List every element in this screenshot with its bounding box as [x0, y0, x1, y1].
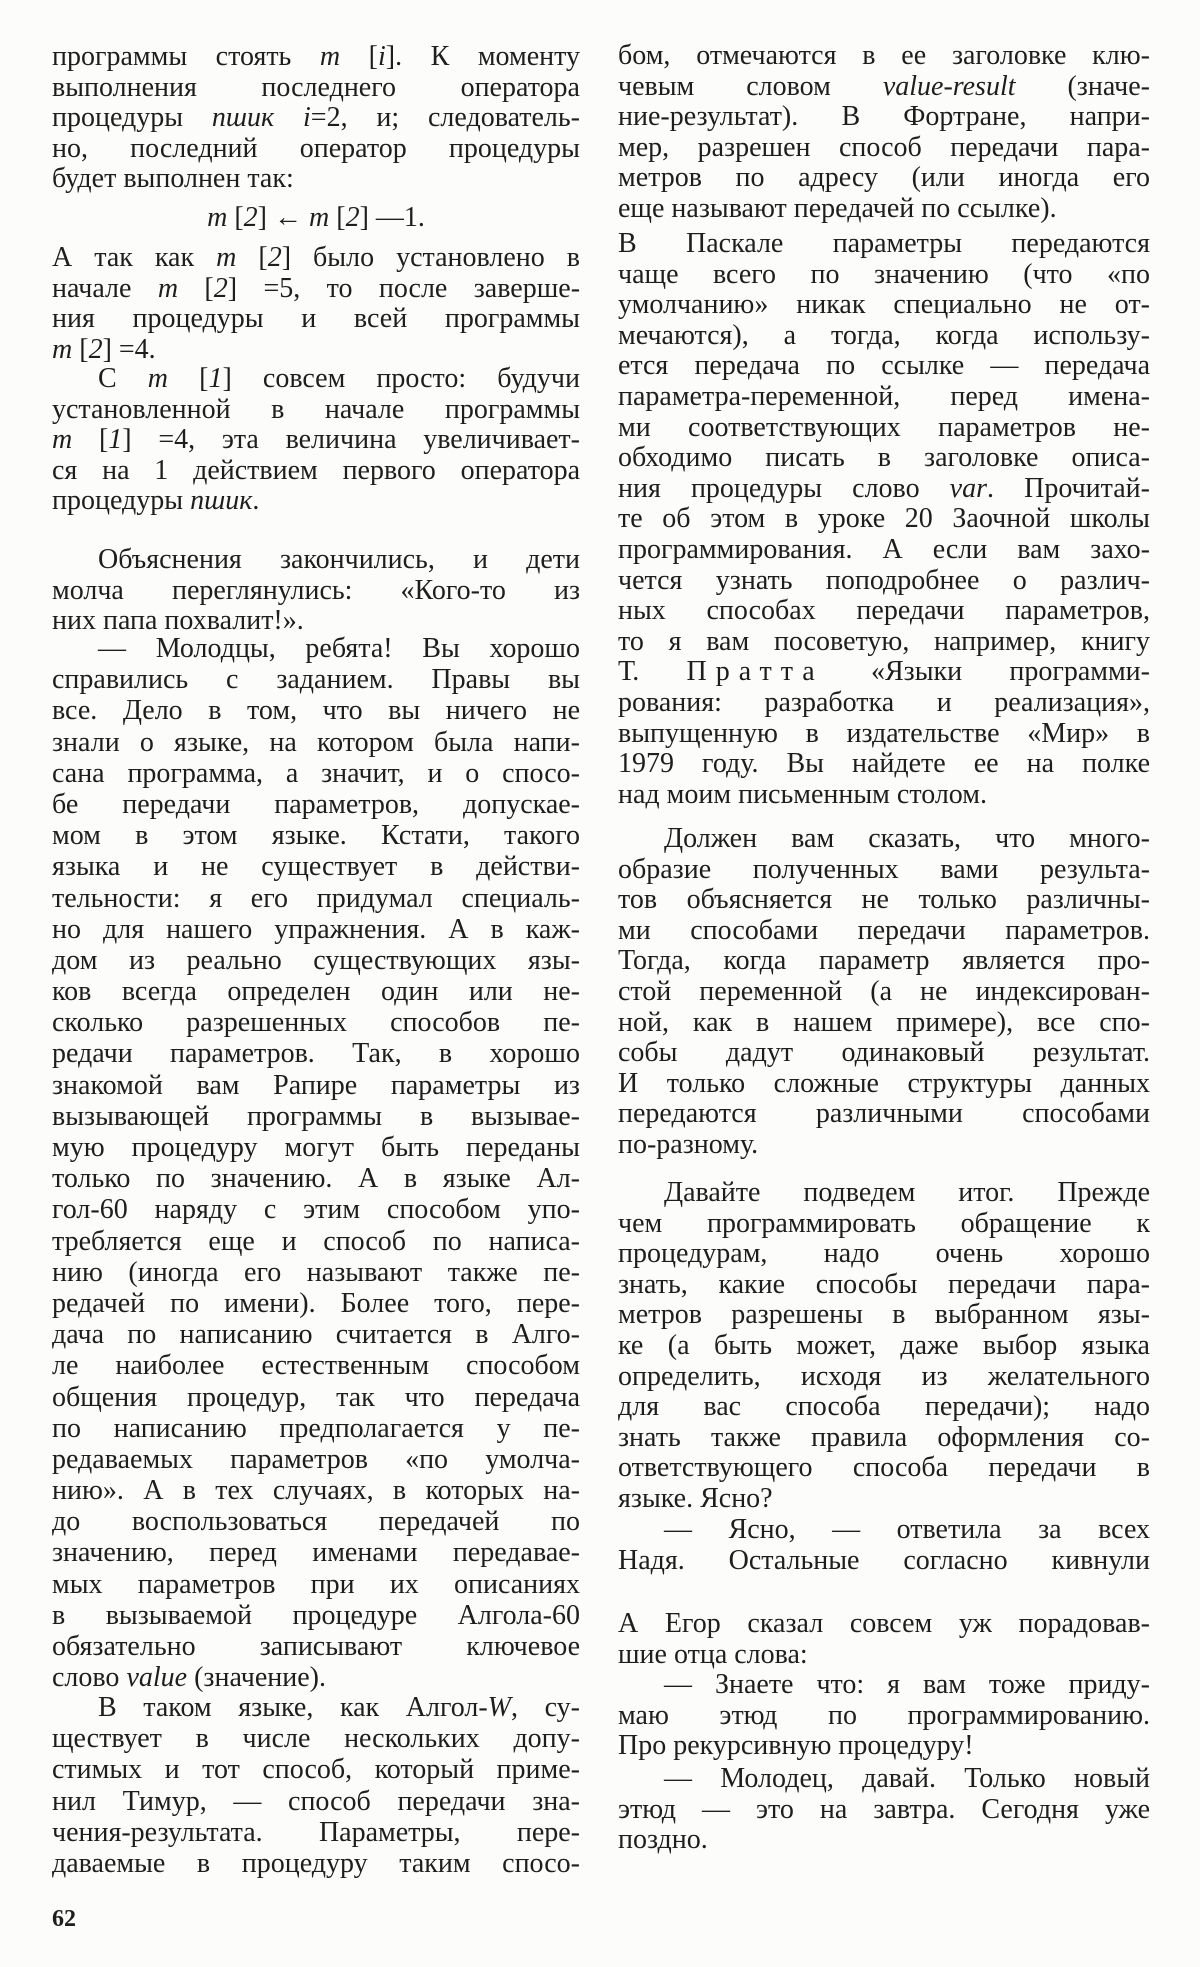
text-run: но, последний оператор процедуры [52, 132, 580, 164]
text-run: те об этом в уроке 20 Заочной школы [618, 503, 1150, 535]
text-line [52, 1163, 580, 1194]
text-line [618, 413, 1150, 444]
text-line [52, 820, 580, 851]
paragraph [52, 545, 580, 637]
text-run: [ [168, 363, 209, 394]
text-line [618, 382, 1150, 413]
text-run: Должен вам сказать, что много- [664, 823, 1150, 854]
italic-text: 2 [88, 333, 103, 365]
text-run: процедуры [52, 102, 212, 134]
text-run: А так как [52, 242, 217, 273]
text-run: редачи параметров. Так, в хорошо [52, 1038, 580, 1070]
text-run: гол-60 наряду с этим способом упо- [52, 1194, 580, 1226]
text-run: ] =5, то после заверше- [227, 272, 581, 304]
text-line [618, 1546, 1150, 1577]
text-run: языке. Ясно? [618, 1482, 773, 1514]
text-line [618, 1362, 1150, 1393]
text-run: ответствующего способа передачи в [618, 1452, 1150, 1484]
text-run: нию». А в тех случаях, в которых на- [52, 1475, 580, 1507]
text-line [52, 1754, 580, 1785]
text-line [52, 1101, 580, 1132]
text-line [618, 1609, 1150, 1640]
text-line [618, 163, 1150, 194]
text-line [52, 1662, 580, 1693]
text-run: сана программа, а значит, и о спосо- [52, 757, 580, 789]
text-line [52, 883, 580, 914]
text-run: знали о языке, на котором была напи- [52, 726, 580, 758]
text-line [618, 916, 1150, 947]
text-line [618, 566, 1150, 597]
text-run: — Ясно, — ответила за всех [664, 1514, 1150, 1545]
text-run: ми соответствующих параметров не- [618, 411, 1150, 443]
text-line [52, 1569, 580, 1600]
text-run: выполнения последнего оператора [52, 71, 580, 103]
text-run: мечаются), а тогда, когда использу- [618, 319, 1150, 351]
text-run: этюд — это на завтра. Сегодня уже [618, 1793, 1150, 1825]
paragraph [52, 243, 580, 365]
italic-text: 2 [213, 272, 228, 304]
italic-text: m [52, 424, 73, 456]
text-run: установленной в начале программы [52, 393, 580, 425]
text-line [52, 395, 580, 426]
text-run: вызывающей программы в вызывае- [52, 1100, 580, 1132]
text-run: но для нашего упражнения. А в каж- [52, 913, 580, 945]
text-line [52, 1723, 580, 1754]
text-run: ся на 1 действием первого оператора [52, 454, 580, 486]
text-run: ке (а быть может, даже выбор языка [618, 1329, 1150, 1361]
text-line [52, 103, 580, 134]
text-line [618, 1731, 1150, 1762]
text-line [52, 1038, 580, 1069]
text-run: — Знаете что: я вам тоже приду- [664, 1669, 1150, 1700]
text-run: (значение). [187, 1662, 326, 1694]
text-run: ] совсем просто: будучи [222, 363, 580, 394]
text-run: Тогда, когда параметр является про- [618, 945, 1150, 977]
text-line [52, 1288, 580, 1319]
text-line [52, 914, 580, 945]
text-run: только по значению. А в языке Ал- [52, 1163, 580, 1195]
text-run: по-разному. [618, 1128, 759, 1160]
text-run: стой переменной (а не индексирован- [618, 975, 1150, 1007]
text-run: процедурам, надо очень хорошо [618, 1238, 1150, 1270]
text-run: Про рекурсивную процедуру! [618, 1730, 974, 1762]
text-line [618, 719, 1150, 750]
text-run: над моим письменным столом. [618, 778, 987, 810]
text-run: поздно. [618, 1824, 708, 1856]
text-line [618, 1239, 1150, 1270]
text-line [618, 885, 1150, 916]
italic-text: пшик [190, 485, 253, 517]
text-line [618, 504, 1150, 535]
text-run: обязательно записывают ключевое [52, 1631, 580, 1662]
text-run: Давайте подведем итог. Прежде [664, 1177, 1150, 1208]
text-line [52, 1444, 580, 1475]
text-run: ле наиболее естественным способом [52, 1350, 580, 1382]
italic-text: value [126, 1662, 188, 1694]
text-line [52, 1257, 580, 1288]
text-line [618, 102, 1150, 133]
text-line [52, 335, 580, 366]
text-run: Надя. Остальные согласно кивнули [618, 1544, 1150, 1576]
text-run: нию (иногда его называют также пе- [52, 1256, 580, 1288]
text-line [618, 780, 1150, 811]
text-line [618, 229, 1150, 260]
formula [52, 203, 580, 234]
text-run: до воспользоваться передачей по [52, 1506, 580, 1538]
text-line [52, 1132, 580, 1163]
text-run: [ [72, 333, 89, 365]
text-line [52, 1848, 580, 1879]
text-run: рования: разработка и реализация», [618, 686, 1150, 718]
text-line [618, 1515, 1150, 1546]
text-run: определить, исходя из желательного [618, 1360, 1150, 1392]
text-line [618, 1178, 1150, 1209]
text-line [52, 1692, 580, 1723]
text-run: знакомой вам Рапире параметры из [52, 1069, 580, 1101]
text-run: еще называют передачей по ссылке). [618, 192, 1057, 224]
text-run: чаще всего по значению (что «по [618, 258, 1150, 290]
text-line [52, 134, 580, 165]
text-run: стимых и тот способ, который приме- [52, 1754, 580, 1786]
text-run: по написанию предполагается у пе- [52, 1412, 580, 1444]
text-line [52, 304, 580, 335]
text-line [618, 627, 1150, 658]
text-run: процедуры [52, 485, 191, 517]
text-run: А Егор сказал совсем уж порадовав- [618, 1608, 1150, 1639]
text-line [52, 1007, 580, 1038]
text-line [52, 42, 580, 73]
text-line [52, 203, 580, 234]
text-run: (значе- [1015, 70, 1150, 102]
text-line [618, 855, 1150, 886]
text-run: метров разрешены в выбранном язы- [618, 1299, 1150, 1331]
page-number: 62 [52, 1906, 76, 1932]
italic-text: value-result [882, 70, 1016, 102]
text-line [52, 243, 580, 274]
text-run: Объяснения закончились, и дети [98, 544, 580, 575]
text-run: образие полученных вами результа- [618, 853, 1150, 885]
text-line [618, 596, 1150, 627]
text-run: справились с заданием. Правы вы [52, 664, 580, 696]
text-run: И только сложные структуры данных [618, 1067, 1150, 1099]
text-run: «Языки программи- [823, 656, 1150, 688]
text-run: них папа похвалит!». [52, 605, 304, 637]
text-run: — Молодцы, ребята! Вы хорошо [98, 633, 580, 664]
text-run: . Прочитай- [987, 472, 1150, 504]
text-line [618, 133, 1150, 164]
text-line [52, 1070, 580, 1101]
text-run: . [252, 485, 260, 517]
text-line [52, 945, 580, 976]
text-run: сколько разрешенных способов пе- [52, 1007, 580, 1039]
paragraph [618, 1764, 1150, 1856]
text-run: ков всегда определен один или не- [52, 976, 580, 1008]
text-run: [ [227, 202, 244, 233]
italic-text: 1 [208, 363, 223, 394]
italic-text: m [157, 272, 179, 304]
spaced-author-name: Пратта [686, 656, 824, 688]
text-run: чевым словом [618, 70, 883, 102]
text-run: дом из реально существующих язы- [52, 944, 580, 976]
text-line [618, 535, 1150, 566]
text-line [618, 1300, 1150, 1331]
text-run: [ [72, 424, 109, 456]
text-line [618, 474, 1150, 505]
text-line [52, 425, 580, 456]
paragraph [618, 1670, 1150, 1762]
paragraph [52, 42, 580, 195]
text-line [618, 1825, 1150, 1856]
text-line [618, 321, 1150, 352]
italic-text: W [487, 1692, 511, 1723]
text-run: значению, перед именами передавае- [52, 1537, 580, 1569]
text-line [618, 1701, 1150, 1732]
text-line [52, 73, 580, 104]
italic-text: m [207, 202, 228, 233]
text-line [52, 1413, 580, 1444]
text-line [618, 1670, 1150, 1701]
text-run: маю этюд по программированию. [618, 1699, 1150, 1731]
paragraph [52, 364, 580, 517]
text-line [52, 1382, 580, 1413]
text-line [52, 695, 580, 726]
text-run: =2, и; следователь- [310, 102, 580, 134]
text-run: ] ← [257, 202, 309, 233]
text-line [618, 688, 1150, 719]
text-run: [ [329, 202, 346, 233]
italic-text: m [216, 242, 237, 273]
text-line [52, 274, 580, 305]
text-line [52, 1786, 580, 1817]
text-line [618, 1640, 1150, 1671]
text-run: мом в этом языке. Кстати, такого [52, 820, 580, 852]
text-line [618, 1008, 1150, 1039]
italic-text: i [303, 102, 311, 134]
text-run: , су- [511, 1692, 580, 1723]
text-line [52, 1226, 580, 1257]
text-run: обходимо писать в заголовке описа- [618, 442, 1150, 474]
text-line [52, 1350, 580, 1381]
text-line [52, 1817, 580, 1848]
text-run: редаваемых параметров «по умолча- [52, 1443, 580, 1475]
text-line [52, 1506, 580, 1537]
text-line [52, 1194, 580, 1225]
text-run [274, 102, 303, 133]
italic-text: m [319, 41, 341, 72]
text-run: бом, отмечаются в ее заголовке клю- [618, 40, 1150, 71]
text-line [52, 1475, 580, 1506]
text-run: для вас способа передачи); надо [618, 1391, 1150, 1423]
text-run: нил Тимур, — способ передачи зна- [52, 1785, 580, 1817]
text-run: собы дадут одинаковый результат. [618, 1037, 1150, 1069]
text-line [618, 824, 1150, 855]
text-line [618, 1038, 1150, 1069]
italic-text: 2 [267, 242, 282, 273]
text-run: ] =4, эта величина увеличивает- [122, 424, 580, 456]
text-run: все. Дело в том, что вы ничего не [52, 695, 580, 727]
text-line [618, 657, 1150, 688]
text-run: чения-результата. Параметры, пере- [52, 1816, 580, 1848]
text-run: ние-результат). В Фортране, напри- [618, 101, 1150, 133]
text-line [52, 456, 580, 487]
text-line [618, 41, 1150, 72]
paragraph [618, 229, 1150, 810]
text-line [52, 727, 580, 758]
text-run: мую процедуру могут быть переданы [52, 1132, 580, 1163]
text-run: ми способами передачи параметров. [618, 914, 1150, 946]
text-run: [ [178, 272, 214, 304]
text-line [618, 351, 1150, 382]
text-run: требляется еще и способ по написа- [52, 1225, 580, 1257]
text-run: В таком языке, как Алгол- [98, 1692, 488, 1723]
text-line [618, 194, 1150, 225]
text-line [52, 758, 580, 789]
text-run: умолчанию» никак специально не от- [618, 289, 1150, 321]
text-line [52, 576, 580, 607]
text-line [618, 260, 1150, 291]
paragraph [618, 1609, 1150, 1670]
text-run: мых параметров при их описаниях [52, 1568, 580, 1600]
text-line [52, 633, 580, 664]
text-run: шие отца слова: [618, 1638, 808, 1670]
text-run: ] =4. [102, 333, 156, 365]
text-line [618, 1423, 1150, 1454]
italic-text: 2 [345, 202, 360, 233]
text-run: тов объясняется не только различны- [618, 884, 1150, 916]
text-run: чется узнать поподробнее о различ- [618, 564, 1150, 596]
text-run: мер, разрешен способ передачи пара- [618, 131, 1150, 163]
text-run: — Молодец, давай. Только новый [664, 1763, 1150, 1794]
text-run: параметра-переменной, перед имена- [618, 380, 1150, 412]
text-line [618, 72, 1150, 103]
text-line [618, 290, 1150, 321]
text-run: в вызываемой процедуре Алгола-60 [52, 1599, 580, 1631]
paragraph [618, 1178, 1150, 1515]
text-line [618, 1270, 1150, 1301]
text-line [618, 946, 1150, 977]
text-line [618, 1209, 1150, 1240]
italic-text: m [147, 363, 169, 394]
text-run: ния процедуры и всей программы [52, 303, 580, 335]
text-line [52, 664, 580, 695]
text-run: бе передачи параметров, допускае- [52, 788, 580, 820]
italic-text: var [949, 472, 987, 504]
text-line [618, 1484, 1150, 1515]
text-run: ния процедуры слово [618, 472, 950, 504]
text-line [52, 789, 580, 820]
text-line [618, 1331, 1150, 1362]
italic-text: пшик [211, 102, 275, 134]
text-line [618, 443, 1150, 474]
text-run: программы стоять [52, 41, 320, 72]
text-line [618, 1453, 1150, 1484]
text-line [618, 1764, 1150, 1795]
text-line [618, 1099, 1150, 1130]
text-run: дача по написанию считается в Алго- [52, 1319, 580, 1351]
text-run: редачей по имени). Более того, пере- [52, 1287, 580, 1319]
text-run: ной, как в нашем примере), все спо- [618, 1006, 1150, 1038]
text-line [52, 851, 580, 882]
text-run: [ [236, 242, 268, 273]
text-run: С [98, 363, 148, 394]
text-run: слово [52, 1662, 127, 1694]
text-run: передаются различными способами [618, 1098, 1150, 1130]
text-run: В Паскале параметры передаются [618, 228, 1150, 259]
text-run: молча переглянулись: «Кого-то из [52, 574, 580, 606]
text-run: [ [340, 41, 378, 72]
paragraph [52, 633, 580, 1693]
text-line [52, 1600, 580, 1631]
text-run: чем программировать обращение к [618, 1207, 1150, 1239]
text-run: даваемые в процедуру таким спосо- [52, 1847, 580, 1879]
text-run: знать, какие способы передачи пара- [618, 1268, 1150, 1300]
text-line [52, 1537, 580, 1568]
text-run: выпущенную в издательстве «Мир» в [618, 717, 1150, 749]
text-run: языка и не существует в действи- [52, 851, 580, 883]
text-run: ] —1. [359, 202, 425, 233]
text-run: программирования. А если вам захо- [618, 533, 1150, 565]
text-run: Т. [618, 656, 687, 688]
text-run: будет выполнен так: [52, 163, 294, 195]
italic-text: 2 [243, 202, 258, 233]
text-run: начале [52, 272, 158, 304]
text-line [52, 1319, 580, 1350]
text-line [52, 364, 580, 395]
text-line [618, 977, 1150, 1008]
italic-text: i [377, 41, 386, 72]
text-line [618, 1392, 1150, 1423]
paragraph [618, 824, 1150, 1161]
text-line [52, 486, 580, 517]
italic-text: m [309, 202, 330, 233]
paragraph [618, 1515, 1150, 1576]
text-run: общения процедур, так что передача [52, 1381, 580, 1413]
paragraph [618, 41, 1150, 225]
text-line [618, 1130, 1150, 1161]
text-line [52, 164, 580, 195]
text-line [618, 1795, 1150, 1826]
text-run: ществует в числе нескольких допу- [52, 1723, 580, 1755]
text-run: ] было установлено в [281, 242, 581, 273]
text-run: метров по адресу (или иногда его [618, 162, 1150, 194]
text-run: тельности: я его придумал специаль- [52, 882, 580, 914]
text-line [618, 749, 1150, 780]
text-line [618, 1069, 1150, 1100]
paragraph [52, 1692, 580, 1879]
italic-text: m [52, 333, 73, 365]
text-run: ]. К моменту [385, 41, 581, 72]
text-run: знать также правила оформления со- [618, 1421, 1150, 1453]
text-run: ется передача по ссылке — передача [618, 350, 1150, 382]
text-run: 1979 году. Вы найдете ее на полке [618, 748, 1150, 780]
text-run: то я вам посоветую, например, книгу [618, 625, 1150, 657]
text-run: ных способах передачи параметров, [618, 595, 1150, 627]
text-line [52, 1631, 580, 1662]
text-line [52, 976, 580, 1007]
text-line [52, 545, 580, 576]
italic-text: 1 [108, 424, 123, 456]
